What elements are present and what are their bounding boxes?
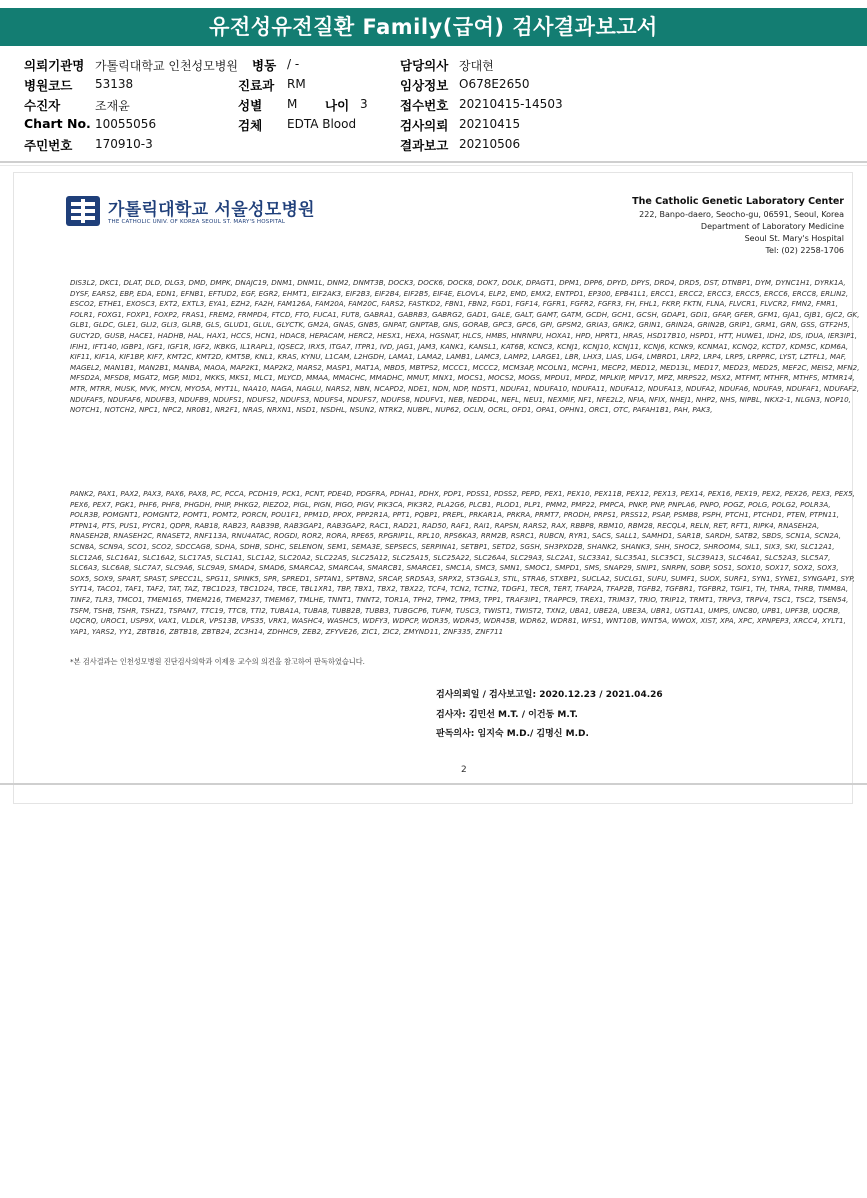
ward-label: 병동 xyxy=(252,58,277,73)
request-date-label: 검사의뢰 xyxy=(400,118,449,133)
doctor-label: 담당의사 xyxy=(400,58,449,73)
lab-name: The Catholic Genetic Laboratory Center xyxy=(632,196,844,207)
hospital-code-value: 53138 xyxy=(95,77,134,91)
tester-line: 검사자: 김민선 M.T. / 이건동 M.T. xyxy=(436,710,578,720)
sex-value: M xyxy=(287,97,298,111)
accession-value: 20210415-14503 xyxy=(459,97,563,111)
reader-line: 판독의사: 임지숙 M.D./ 김명신 M.D. xyxy=(436,729,589,739)
ward-value: / - xyxy=(287,57,300,71)
age-value: 3 xyxy=(360,97,368,111)
page-number: 2 xyxy=(461,765,467,775)
lab-address-block xyxy=(524,195,844,257)
lab-tel: Tel: (02) 2258-1706 xyxy=(765,246,844,255)
clinical-info-label: 임상정보 xyxy=(400,78,449,93)
accession-label: 접수번호 xyxy=(400,98,449,113)
patient-label: 수진자 xyxy=(24,98,61,113)
clinical-info-value: O678E2650 xyxy=(459,77,530,91)
requesting-org-label: 의뢰기관명 xyxy=(24,58,85,73)
report-page xyxy=(13,172,860,804)
hospital-logo-subtext: THE CATHOLIC UNIV. OF KOREA SEOUL ST. MARY'S HOSPITAL xyxy=(108,219,286,225)
lab-hospital: Seoul St. Mary's Hospital xyxy=(744,234,844,243)
request-date-value: 20210415 xyxy=(459,117,521,131)
header-divider-thin xyxy=(0,165,867,166)
specimen-value: EDTA Blood xyxy=(287,117,357,131)
interpretation-note: *본 검사결과는 인천성모병원 진단검사의학과 이제용 교수의 의견을 참고하여 판독하였습니다. xyxy=(70,657,365,666)
chart-no-value: 10055056 xyxy=(95,117,157,131)
gene-list-block-2: PANK2, PAX1, PAX2, PAX3, PAX6, PAX8, PC, PCCA, PCDH19, PCK1, PCNT, PDE4D, PDGFRA, PDHA1, PDHX, PDP1, PDSS1, PDSS2, PEPD, PEX1, PEX10, PEX11B, PEX12, PEX13, PEX14, PEX16, PEX19, PEX2, PEX26, PEX3, PEX5, PEX6, PEX7, PGK1, PHF6, PHF8, PHGDH, PHIP, PHKG2, PIEZO2, PIGL, PIGN, PIGO, PIGV, PIK3CA, PIK3R2, PLA2G6, PLCB1, PLOD1, PLP1, PMM2, PMP22, PMPCA, PNKP, PNP, PNPLA6, PNPO, POGZ, POLG, POLG2, POLR3A, POLR3B, POMGNT1, POMGNT2, POMT1, POMT2, PORCN, POU1F1, PPM1D, PPOX, PPP2R1A, PPT1, PQBP1, PREPL, PRKAR1A, PRKRA, PRMT7, PRODH, PRPS1, PRSS12, PSAP, PSMB8, PSPH, PTCH1, PTCHD1, PTEN, PTPN11, PTPN14, PTS, PUS1, PYCR1, QDPR, RAB18, RAB23, RAB39B, RAB3GAP1, RAB3GAP2, RAC1, RAD21, RAD50, RAF1, RAI1, RAPSN, RARS2, RAX, RBBP8, RBM10, RBM28, RECQL4, RELN, RET, RFT1, RIPK4, RNASEH2A, RNASEH2B, RNASEH2C, RNASET2, RNF113A, RNU4ATAC, ROGDI, ROR2, RORA, RPE65, RPGRIP1L, RPL10, RPS6KA3, RRM2B, RSRC1, RUBCN, RYR1, SACS, SALL1, SAMHD1, SAR1B, SARDH, SATB2, SBDS, SCN1A, SCN2A, SCN8A, SCN9A, SCO1, SCO2, SDCCAG8, SDHA, SDHB, SDHC, SELENON, SEM1, SEMA3E, SEPSECS, SERPINA1, SETBP1, SETD2, SGSH, SH3PXD2B, SHANK2, SHANK3, SHH, SHOC2, SHROOM4, SIL1, SIX3, SKI, SLC12A1, SLC12A6, SLC16A1, SLC16A2, SLC17A5, SLC1A1, SLC1A2, SLC20A2, SLC22A5, SLC25A12, SLC25A15, SLC25A22, SLC26A4, SLC29A3, SLC2A1, SLC33A1, SLC35A1, SLC35C1, SLC39A13, SLC46A1, SLC52A3, SLC5A7, SLC6A3, SLC6A8, SLC7A7, SLC9A6, SLC9A9, SMAD4, SMAD6, SMARCA2, SMARCA4, SMARCB1, SMARCE1, SMC1A, SMC3, SMN1, SMOC1, SMPD1, SMS, SNAP29, SNIP1, SNRPN, SOBP, SOS1, SOX10, SOX17, SOX2, SOX3, SOX5, SOX9, SPART, SPAST, SPECC1L, SPG11, SPINK5, SPR, SPRED1, SPTAN1, SPTBN2, SRCAP, SRD5A3, SRPX2, ST3GAL3, STIL, STRA6, STXBP1, SUCLA2, SUCLG1, SUFU, SUMF1, SUOX, SURF1, SYN1, SYNE1, SYNGAP1, SYP, SYT14, TACO1, TAF1, TAF2, TAT, TAZ, TBC1D23, TBC1D24, TBCE, TBL1XR1, TBP, TBX1, TBX2, TBX22, TCF4, TCN2, TCTN2, TDGF1, TECR, TERT, TFAP2A, TFAP2B, TGFB2, TGFBR1, TGFBR2, TGIF1, TH, THRA, THRB, TIMM8A, TINF2, TLR3, TMCO1, TMEM165, TMEM216, TMEM237, TMEM67, TMLHE, TNNT1, TNNT2, TOR1A, TPH2, TPM2, TPM3, TPP1, TRAF3IP1, TRAPPC9, TREX1, TRIM37, TRIO, TRIP12, TRMT1, TRPV3, TRPV4, TSC1, TSC2, TSEN54, TSFM, TSHB, TSHR, TSHZ1, TSPAN7, TTC19, TTC8, TTI2, TUBA1A, TUBA8, TUBB2B, TUBB3, TUBGCP6, TUFM, TUSC3, TWIST1, TWIST2, TXN2, UBA1, UBE2A, UBE3A, UBR1, UGT1A1, UMPS, UNC80, UPB1, UPF3B, UQCRB, UQCRQ, UROC1, USP9X, VAX1, VLDLR, VPS13B, VPS35, VRK1, WASHC4, WASHC5, WDFY3, WDPCP, WDR35, WDR45, WDR45B, WDR62, WDR81, WFS1, WNT10B, WNT5A, WWOX, XIST, XPA, XPC, XPNPEP3, XRCC4, XYLT1, YAP1, YARS2, YY1, ZBTB16, ZBTB18, ZBTB24, ZC3H14, ZDHHC9, ZEB2, ZFYVE26, ZIC1, ZIC2, ZMYND11, ZNF335, ZNF711 xyxy=(70,489,855,636)
lab-department: Department of Laboratory Medicine xyxy=(700,222,844,231)
gene-list-block-1: DIS3L2, DKC1, DLAT, DLD, DLG3, DMD, DMPK, DNAJC19, DNM1, DNM1L, DNM2, DNMT3B, DOCK3, DOCK6, DOCK8, DOK7, DOLK, DPAGT1, DPM1, DPP6, DPYD, DPYS, DRD4, DRD5, DST, DTNBP1, DYM, DYNC1H1, DYRK1A, DYSF, EARS2, EBP, EDA, EDN1, EFNB1, EFTUD2, EGF, EGR2, EHMT1, EIF2AK3, EIF2B3, EIF2B4, EIF2B5, EIF4E, ELOVL4, ELP2, EMD, EMX2, ENTPD1, EP300, EPB41L1, ERCC1, ERCC2, ERCC3, ERCC5, ERCC6, ERCC8, ERLIN2, ESCO2, ETHE1, EXOSC3, EXT2, EXTL3, EYA1, EZH2, FA2H, FAM126A, FAM20A, FAM20C, FARS2, FASTKD2, FBN1, FBN2, FGD1, FGF14, FGFR1, FGFR2, FGFR3, FH, FHL1, FKRP, FKTN, FLNA, FLVCR1, FLVCR2, FMN2, FMR1, FOLR1, FOXG1, FOXP1, FOXP2, FRAS1, FREM2, FRMPD4, FTCD, FTO, FUCA1, FUT8, GABRA1, GABRB3, GABRG2, GAD1, GALE, GALT, GAMT, GATM, GCDH, GCH1, GCSH, GDAP1, GDI1, GFAP, GFER, GFM1, GJA1, GJB1, GJC2, GK, GLB1, GLDC, GLE1, GLI2, GLI3, GLRB, GLS, GLUD1, GLUL, GLYCTK, GM2A, GNAS, GNB5, GNPAT, GNPTAB, GNS, GORAB, GPC3, GPC6, GPI, GPSM2, GRIA3, GRIK2, GRIN1, GRIN2A, GRIN2B, GRIP1, GRM1, GRN, GSS, GTF2H5, GUCY2D, GUSB, HACE1, HADHB, HAL, HAX1, HCCS, HCN1, HDAC8, HEPACAM, HERC2, HESX1, HEXA, HGSNAT, HLCS, HMBS, HNRNPU, HOXA1, HPD, HPRT1, HRAS, HSD17B10, HSPD1, HTT, HUWE1, IDH2, IDS, IDUA, IER3IP1, IFIH1, IFT140, IGBP1, IGF1, IGF1R, IGF2, IKBKG, IL1RAPL1, IQSEC2, IRX5, ITGA7, ITPR1, IVD, JAG1, JAM3, KANK1, KANSL1, KAT6B, KCNC3, KCNJ1, KCNJ10, KCNJ11, KCNJ6, KCNK9, KCNMA1, KCNQ2, KCTD7, KDM5C, KDM6A, KIF11, KIF1A, KIF1BP, KIF7, KMT2C, KMT2D, KMT5B, KNL1, KRAS, KYNU, L1CAM, L2HGDH, LAMA1, LAMA2, LAMB1, LAMC3, LAMP2, LARGE1, LBR, LHX3, LIAS, LIG4, LMBRD1, LRP2, LRP4, LRP5, LRPPRC, LYST, LZTFL1, MAF, MAGEL2, MAN1B1, MAN2B1, MANBA, MAOA, MAP2K1, MAP2K2, MARS2, MASP1, MAT1A, MBD5, MBTPS2, MCCC1, MCCC2, MCM3AP, MCOLN1, MCPH1, MECP2, MED12, MED13L, MED17, MED23, MED25, MEF2C, MEIS2, MFN2, MFSD2A, MFSD8, MGAT2, MGP, MID1, MKKS, MKS1, MLC1, MLYCD, MMAA, MMACHC, MMADHC, MMUT, MNX1, MOCS1, MOCS2, MOGS, MPDU1, MPDZ, MPLKIP, MPV17, MPZ, MRPS22, MSX2, MTFMT, MTHFR, MTHFS, MTMR14, MTR, MTRR, MUSK, MVK, MYCN, MYO5A, MYT1L, NAA10, NAGA, NAGLU, NARS2, NBN, NCAPD2, NDE1, NDN, NDP, NDST1, NDUFA1, NDUFA10, NDUFA11, NDUFA12, NDUFA13, NDUFA2, NDUFA6, NDUFA9, NDUFAF1, NDUFAF2, NDUFAF5, NDUFAF6, NDUFB3, NDUFB9, NDUFS1, NDUFS2, NDUFS3, NDUFS4, NDUFS7, NDUFS8, NDUFV1, NEB, NEDD4L, NEFL, NEU1, NEXMIF, NF1, NFE2L2, NFIA, NFIX, NHEJ1, NHP2, NHS, NIPBL, NKX2-1, NLGN3, NOP10, NOTCH1, NOTCH2, NPC1, NPC2, NR0B1, NR2F1, NRAS, NRXN1, NSD1, NSDHL, NSUN2, NTRK2, NUBPL, NUP62, OCLN, OCRL, OFD1, OPA1, OPHN1, ORC1, OTC, PAFAH1B1, PAH, PAK3, xyxy=(70,278,860,415)
dates-line: 검사의뢰일 / 검사보고일: 2020.12.23 / 2021.04.26 xyxy=(436,690,663,700)
chart-no-label: Chart No. xyxy=(24,116,91,131)
hospital-logo-text: 가톨릭대학교 서울성모병원 xyxy=(108,200,315,220)
department-value: RM xyxy=(287,77,306,91)
department-label: 진료과 xyxy=(238,78,275,93)
header-divider xyxy=(0,161,867,163)
lab-address: 222, Banpo-daero, Seocho-gu, 06591, Seoul, Korea xyxy=(639,210,844,219)
report-date-value: 20210506 xyxy=(459,137,521,151)
age-label: 나이 xyxy=(325,98,350,113)
sex-label: 성별 xyxy=(238,98,263,113)
hospital-code-label: 병원코드 xyxy=(24,78,73,93)
footer-divider xyxy=(0,783,867,785)
report-title: 유전성유전질환 Family(급여) 검사결과보고서 xyxy=(0,8,867,46)
resident-no-value: 170910-3 xyxy=(95,137,153,151)
specimen-label: 검체 xyxy=(238,118,263,133)
hospital-logo-icon xyxy=(66,194,100,228)
patient-value: 조재윤 xyxy=(95,99,130,113)
patient-info-panel xyxy=(0,56,867,156)
report-date-label: 결과보고 xyxy=(400,138,449,153)
resident-no-label: 주민번호 xyxy=(24,138,73,153)
doctor-value: 장대현 xyxy=(459,59,494,73)
requesting-org-value: 가톨릭대학교 인천성모병원 xyxy=(95,59,238,73)
